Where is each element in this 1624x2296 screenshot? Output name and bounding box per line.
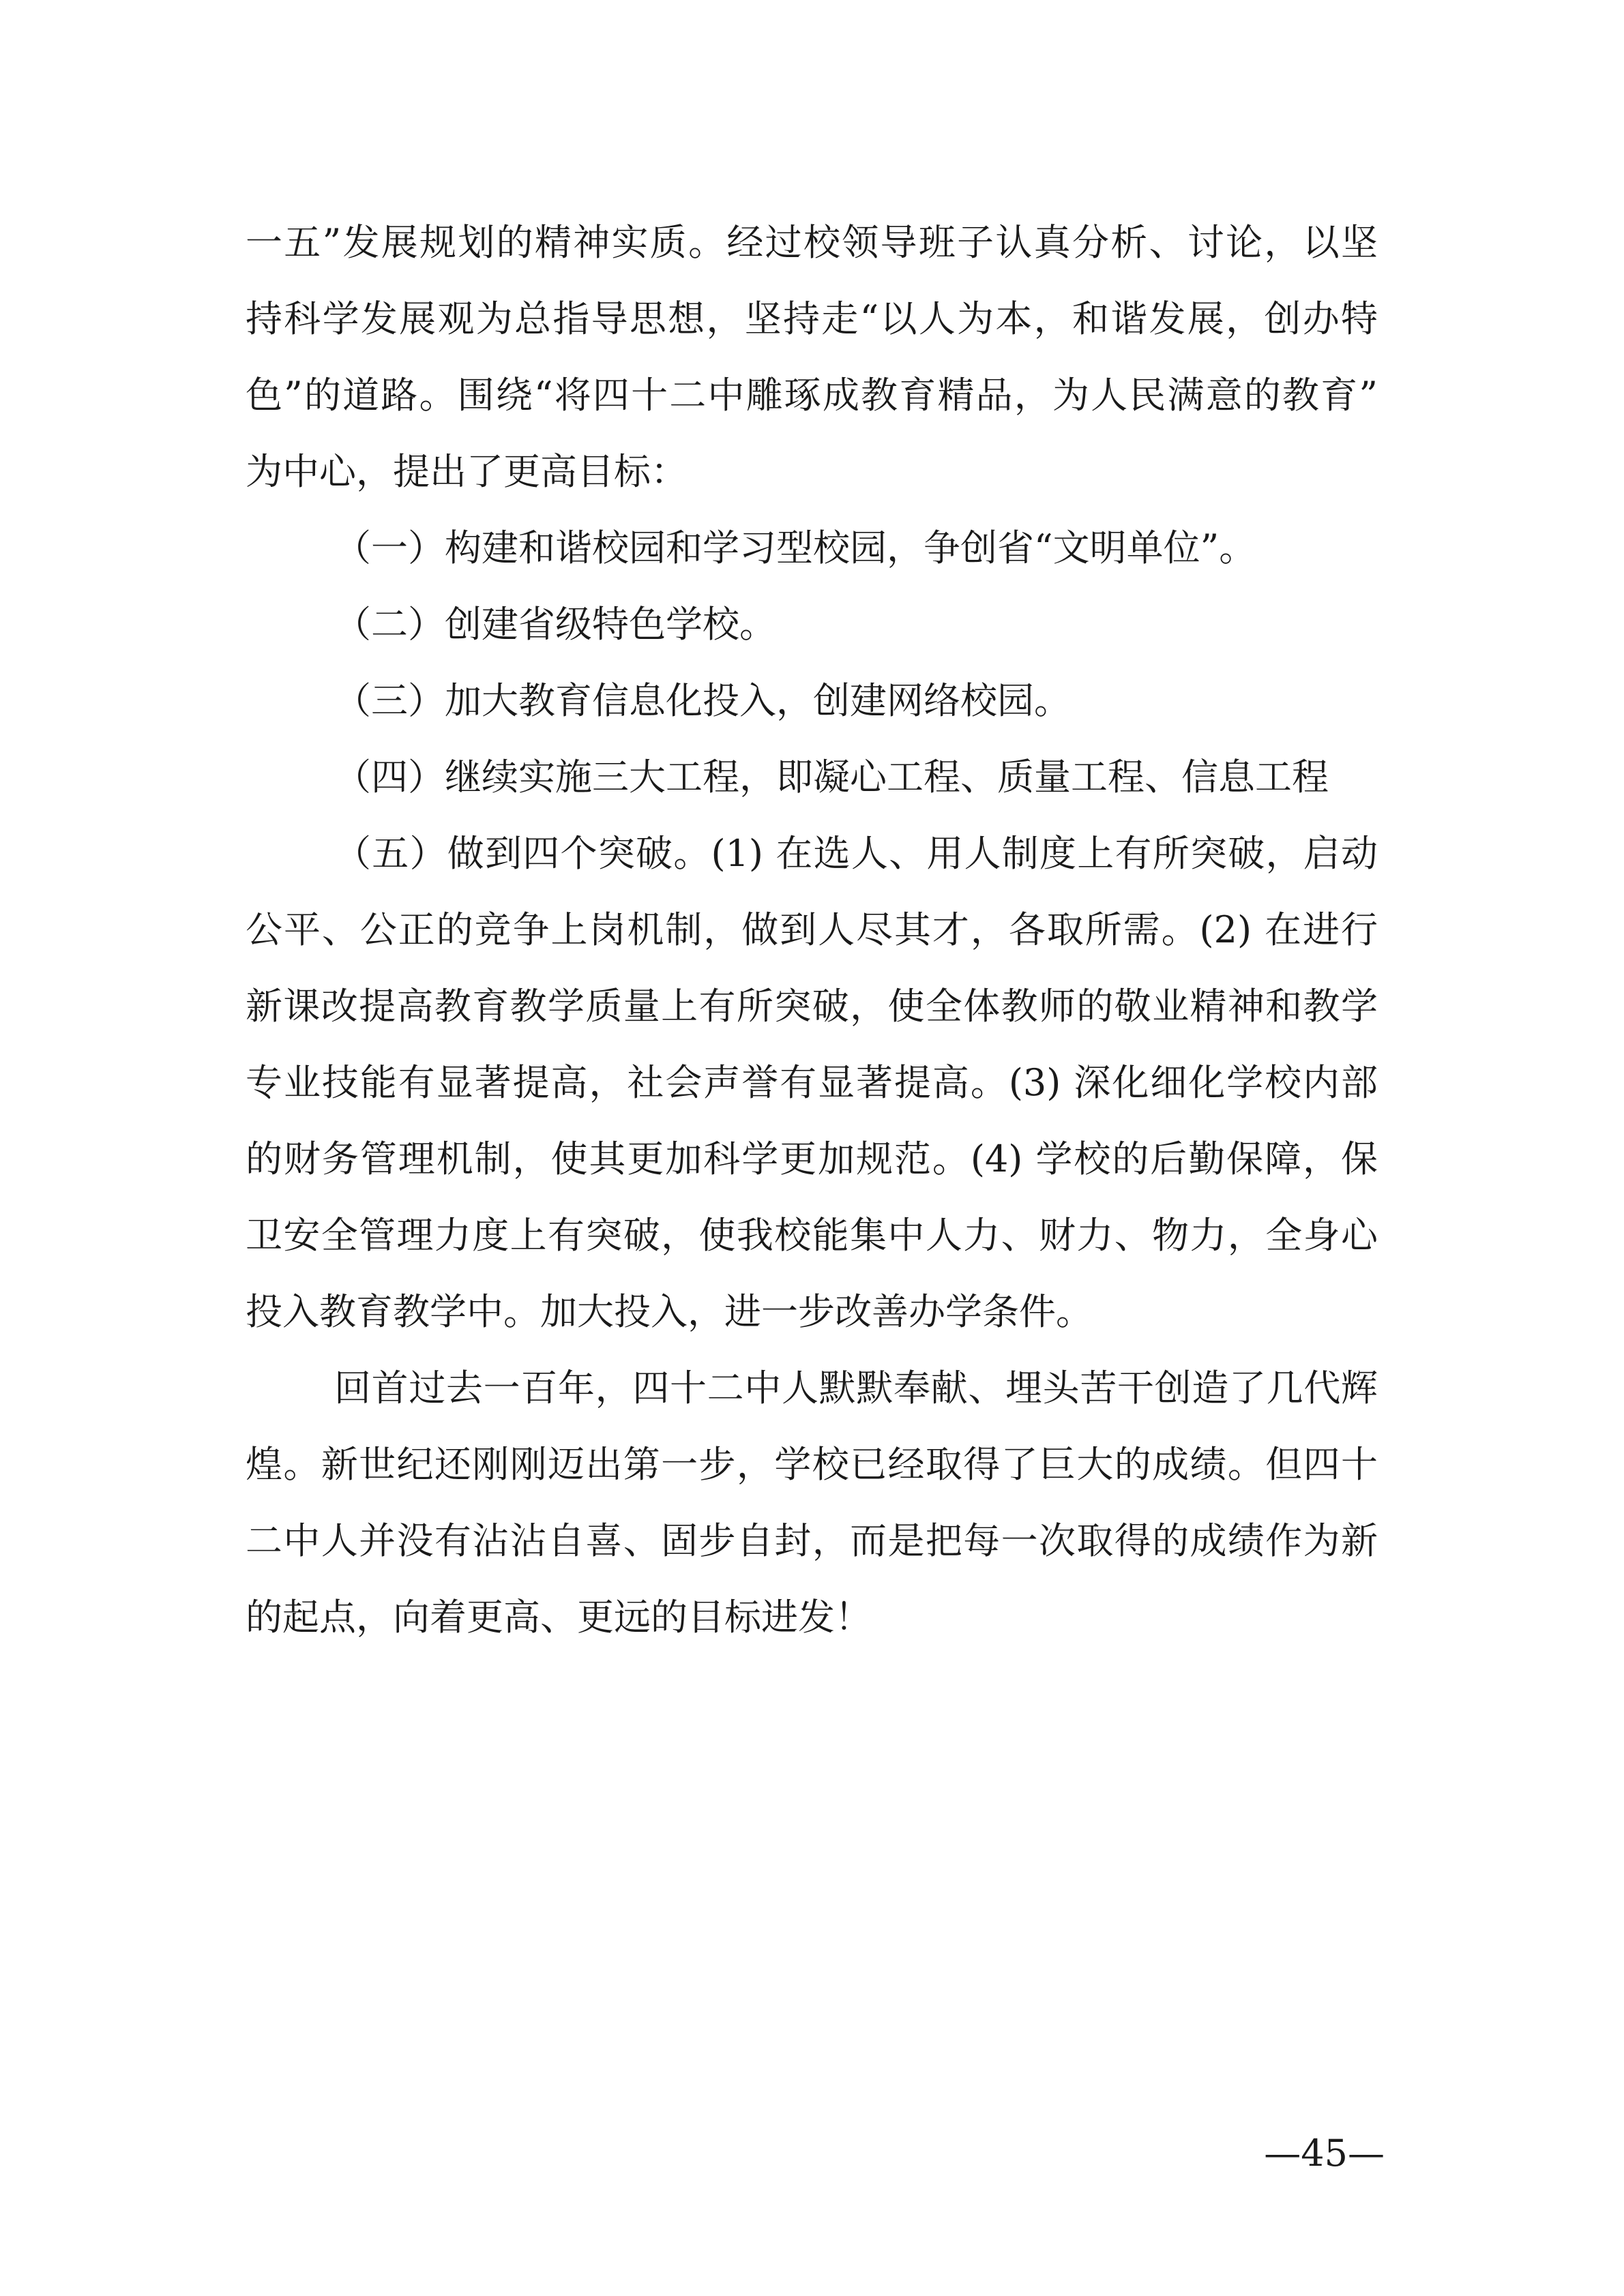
text-line: 卫安全管理力度上有突破，使我校能集中人力、财力、物力，全身心	[246, 1214, 1378, 1257]
list-item: （二）创建省级特色学校。	[334, 603, 776, 646]
text-line: 煌。新世纪还刚刚迈出第一步，学校已经取得了巨大的成绩。但四十	[246, 1443, 1378, 1486]
text-line: 回首过去一百年，四十二中人默默奉献、埋头苦干创造了几代辉	[334, 1367, 1378, 1410]
text-line: 投入教育教学中。加大投入，进一步改善办学条件。	[246, 1290, 1093, 1333]
list-item: （四）继续实施三大工程，即凝心工程、质量工程、信息工程	[334, 756, 1329, 799]
text-line: 一五”发展规划的精神实质。经过校领导班子认真分析、讨论，以坚	[246, 221, 1378, 264]
text-line: （五）做到四个突破。(1) 在选人、用人制度上有所突破，启动	[334, 832, 1378, 875]
text-line: 的财务管理机制，使其更加科学更加规范。(4) 学校的后勤保障，保	[246, 1137, 1378, 1180]
text-line: 公平、公正的竞争上岗机制，做到人尽其才，各取所需。(2) 在进行	[246, 908, 1378, 951]
text-line: 新课改提高教育教学质量上有所突破，使全体教师的敬业精神和教学	[246, 985, 1378, 1028]
page-number: —45—	[1264, 2132, 1385, 2175]
list-item: （三）加大教育信息化投入，创建网络校园。	[334, 679, 1071, 722]
text-line: 为中心，提出了更高目标：	[246, 450, 688, 493]
list-item: （一）构建和谐校园和学习型校园，争创省“文明单位”。	[334, 526, 1256, 569]
text-line: 的起点，向着更高、更远的目标进发！	[246, 1596, 872, 1639]
text-line: 持科学发展观为总指导思想，坚持走“以人为本，和谐发展，创办特	[246, 297, 1378, 340]
text-line: 专业技能有显著提高，社会声誉有显著提高。(3) 深化细化学校内部	[246, 1061, 1378, 1104]
text-line: 色”的道路。围绕“将四十二中雕琢成教育精品，为人民满意的教育”	[246, 374, 1378, 417]
text-line: 二中人并没有沾沾自喜、固步自封，而是把每一次取得的成绩作为新	[246, 1519, 1378, 1562]
